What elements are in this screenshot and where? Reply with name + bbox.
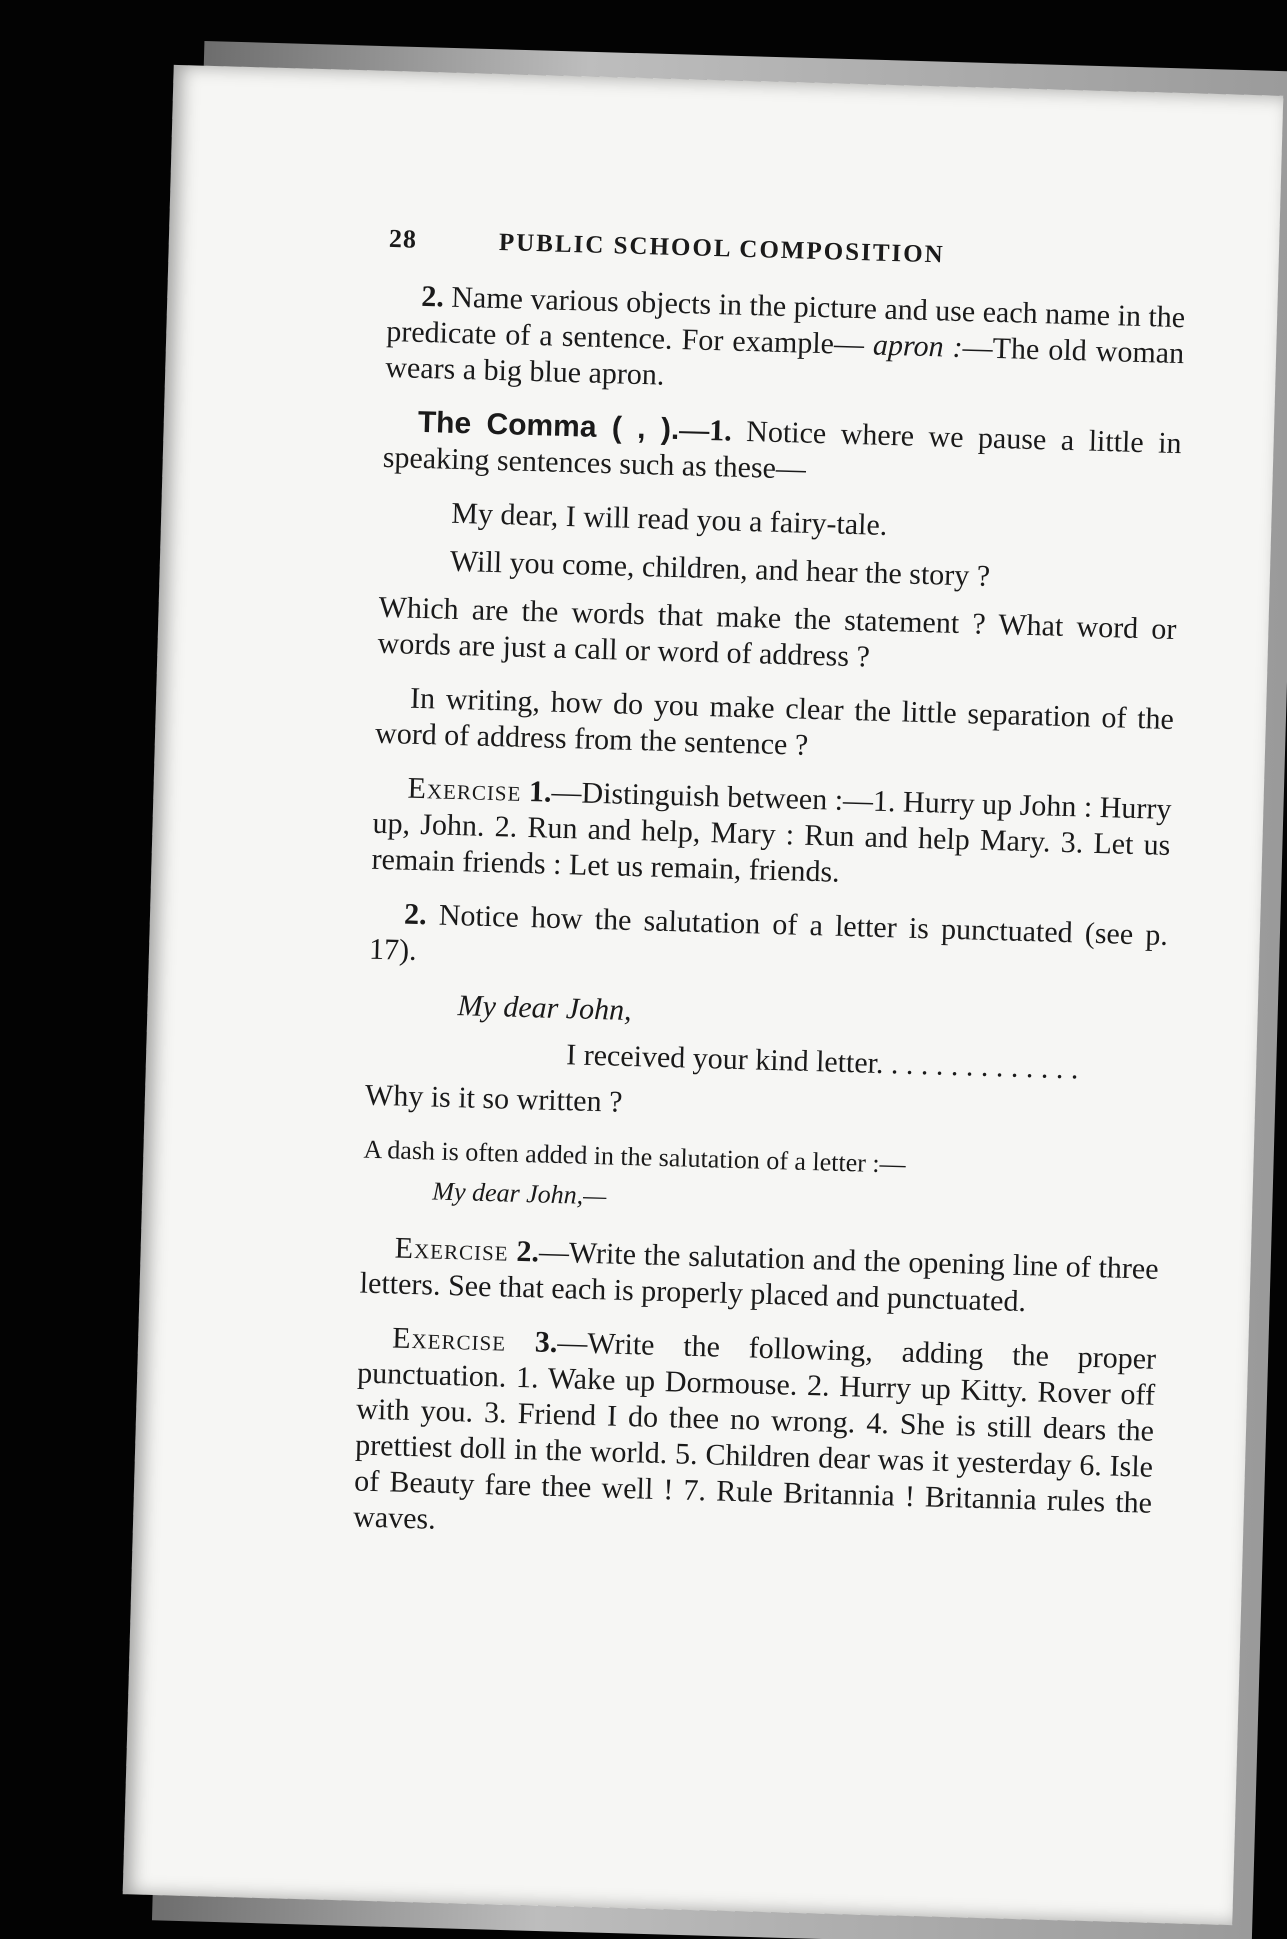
exercise-1 bbox=[371, 770, 1172, 900]
letter-salutation-dash: My dear John,— bbox=[432, 1176, 607, 1211]
paragraph-comma bbox=[382, 404, 1182, 498]
example-sentence: My dear, I will read you a fairy-tale. bbox=[450, 496, 888, 542]
item-number: —1. bbox=[678, 413, 733, 448]
question-text: Why is it so written ? bbox=[364, 1078, 623, 1119]
section-heading: The Comma ( , ). bbox=[417, 405, 680, 447]
exercise-label: Exercise bbox=[391, 1321, 507, 1358]
paragraph-name-objects bbox=[385, 278, 1186, 408]
page-header bbox=[388, 221, 1187, 280]
exercise-text: —Write the following, adding the proper punctuation. 1. Wake up Dormouse. 2. Hurry up Kitty. Rover off with you. 3. Friend I do thee no wrong. 4. She is still dears the prettiest doll in the world. 5. Children dear was it yesterday 6. Isle of Beauty fare thee well ! 7. Rule Britannia ! Britannia rules the waves. bbox=[352, 1326, 1157, 1536]
paragraph-which: Which are the words that make the statement ? What word or words are just a call or word of address ? bbox=[377, 590, 1177, 674]
example-word: apron : bbox=[872, 328, 964, 364]
item-number: 2. bbox=[420, 279, 445, 314]
exercise-3 bbox=[353, 1320, 1157, 1558]
paragraph-text: Notice where we pause a little in speaking sentences such as these— bbox=[382, 414, 1183, 486]
paragraph-text: —The old woman wears a big blue apron. bbox=[384, 331, 1185, 392]
item-number: 2. bbox=[403, 897, 428, 932]
letter-salutation: My dear John, bbox=[457, 989, 633, 1028]
exercise-label: Exercise bbox=[394, 1231, 510, 1268]
exercise-label: Exercise bbox=[407, 771, 522, 808]
paragraph-text: Notice how the salutation of a letter is punctuated (see p. 17). bbox=[368, 898, 1169, 967]
exercise-number: 2. bbox=[516, 1234, 540, 1269]
dash-note: A dash is often added in the salutation of a letter :— bbox=[363, 1134, 907, 1179]
exercise-2 bbox=[359, 1230, 1159, 1324]
exercise-number: 3. bbox=[534, 1325, 558, 1360]
paragraph-writing: In writing, how do you make clear the little separation of the word of address from the sentence ? bbox=[374, 681, 1175, 762]
letter-opening-line: I received your kind letter. . . . . . . . . . . . . . bbox=[565, 1038, 1079, 1086]
running-title: PUBLIC SCHOOL COMPOSITION bbox=[498, 229, 946, 269]
paragraph-notice bbox=[369, 896, 1169, 990]
book-page bbox=[123, 65, 1284, 1925]
example-sentence: Will you come, children, and hear the story ? bbox=[449, 544, 991, 593]
paragraph-text: Name various objects in the picture and use each name in the predicate of a sentence. For example— bbox=[385, 280, 1186, 362]
page-number: 28 bbox=[388, 223, 418, 254]
page-text bbox=[352, 221, 1187, 1576]
exercise-text: —Write the salutation and the opening line of three letters. See that each is properly placed and punctuated. bbox=[359, 1235, 1159, 1319]
exercise-number: 1. bbox=[528, 775, 552, 809]
exercise-text: —Distinguish between :—1. Hurry up John : Hurry up, John. 2. Run and help, Mary : Run and help Mary. 3. Let us remain friends : Let us remain, friends. bbox=[371, 775, 1172, 889]
